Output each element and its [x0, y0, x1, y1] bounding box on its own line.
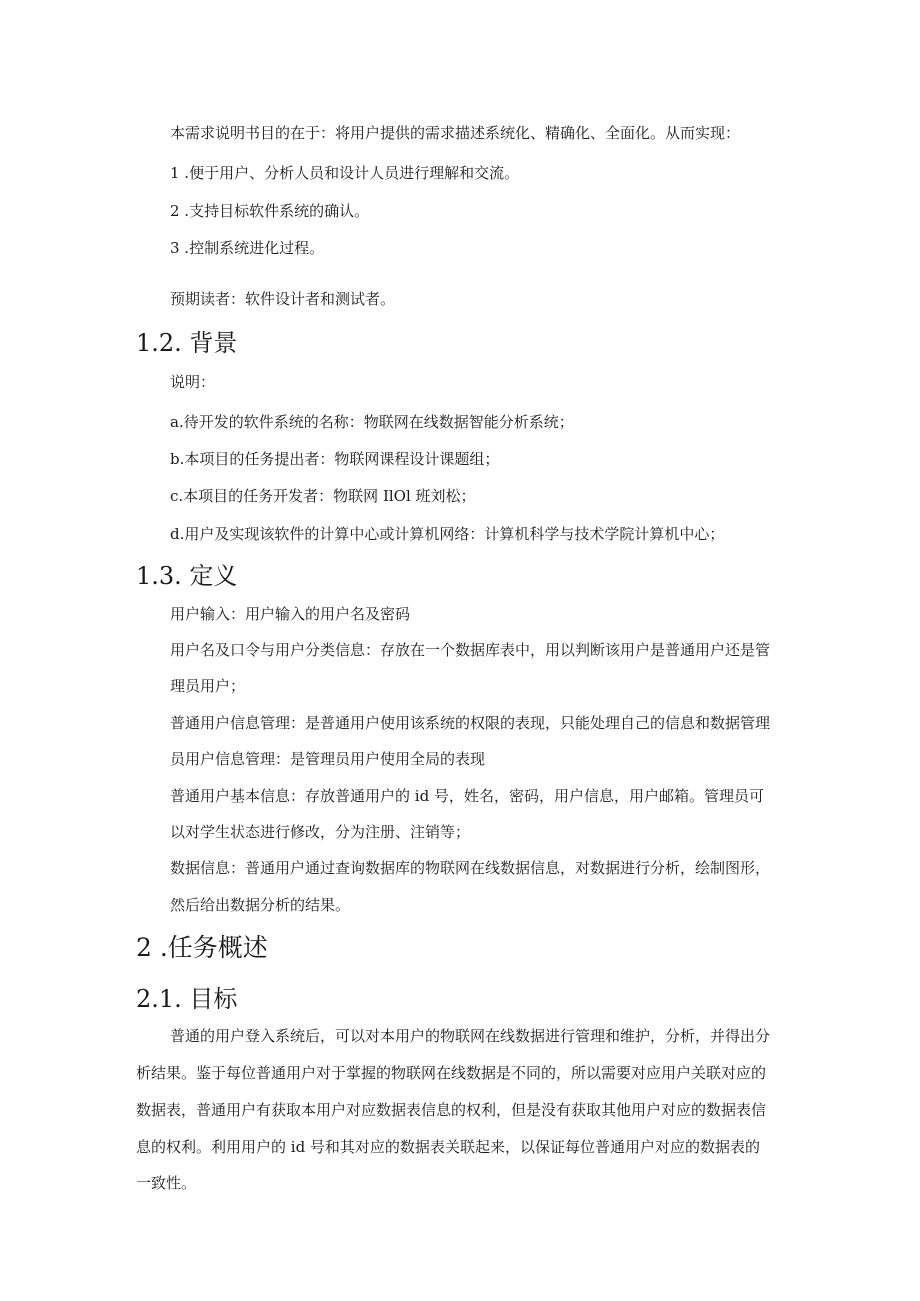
- background-item: d.用户及实现该软件的计算中心或计算机网络：计算机科学与技术学院计算机中心；: [170, 525, 725, 543]
- goal-paragraph-line: 数据表，普通用户有获取本用户对应数据表信息的权利，但是没有获取其他用户对应的数据表信: [136, 1101, 767, 1119]
- section-heading-background: 1.2. 背景: [136, 329, 238, 357]
- definition-line: 用户名及口令与用户分类信息：存放在一个数据库表中，用以判断该用户是普通用户还是管: [170, 641, 771, 659]
- definition-line: 员用户信息管理：是管理员用户使用全局的表现: [170, 750, 486, 768]
- background-item: a.待开发的软件系统的名称：物联网在线数据智能分析系统；: [170, 413, 574, 431]
- definition-line: 理员用户；: [170, 677, 246, 695]
- goal-item: 1 .便于用户、分析人员和设计人员进行理解和交流。: [170, 164, 520, 182]
- definition-line: 然后给出数据分析的结果。: [170, 896, 351, 914]
- readers-text: 预期读者：软件设计者和测试者。: [170, 290, 396, 308]
- definition-line: 用户输入：用户输入的用户名及密码: [170, 605, 411, 623]
- definition-line: 以对学生状态进行修改，分为注册、注销等；: [170, 823, 471, 841]
- goal-paragraph-line: 一致性。: [136, 1174, 197, 1192]
- definition-line: 普通用户信息管理：是普通用户使用该系统的权限的表现，只能处理自己的信息和数据管理: [170, 714, 771, 732]
- purpose-text: 本需求说明书目的在于：将用户提供的需求描述系统化、精确化、全面化。从而实现：: [170, 124, 741, 142]
- background-item: c.本项目的任务开发者：物联网 IlOl 班刘松；: [170, 487, 476, 505]
- goal-item: 3 .控制系统进化过程。: [170, 239, 325, 257]
- goal-item: 2 .支持目标软件系统的确认。: [170, 202, 370, 220]
- goal-paragraph-line: 普通的用户登入系统后，可以对本用户的物联网在线数据进行管理和维护，分析，并得出分: [170, 1027, 771, 1045]
- definition-line: 数据信息：普通用户通过查询数据库的物联网在线数据信息，对数据进行分析，绘制图形，: [170, 859, 771, 877]
- background-label: 说明：: [170, 373, 216, 391]
- background-item: b.本项目的任务提出者：物联网课程设计课题组；: [170, 450, 500, 468]
- definition-line: 普通用户基本信息：存放普通用户的 id 号，姓名，密码，用户信息，用户邮箱。管理员可: [170, 787, 764, 805]
- goal-paragraph-line: 息的权利。利用用户的 id 号和其对应的数据表关联起来，以保证每位普通用户对应的数据表的: [136, 1138, 760, 1156]
- section-heading-definitions: 1.3. 定义: [136, 562, 238, 590]
- goal-paragraph-line: 析结果。鉴于每位普通用户对于掌握的物联网在线数据是不同的，所以需要对应用户关联对应的: [136, 1064, 767, 1082]
- section-heading-goal: 2.1. 目标: [136, 985, 238, 1013]
- chapter-heading-overview: 2 .任务概述: [136, 933, 268, 962]
